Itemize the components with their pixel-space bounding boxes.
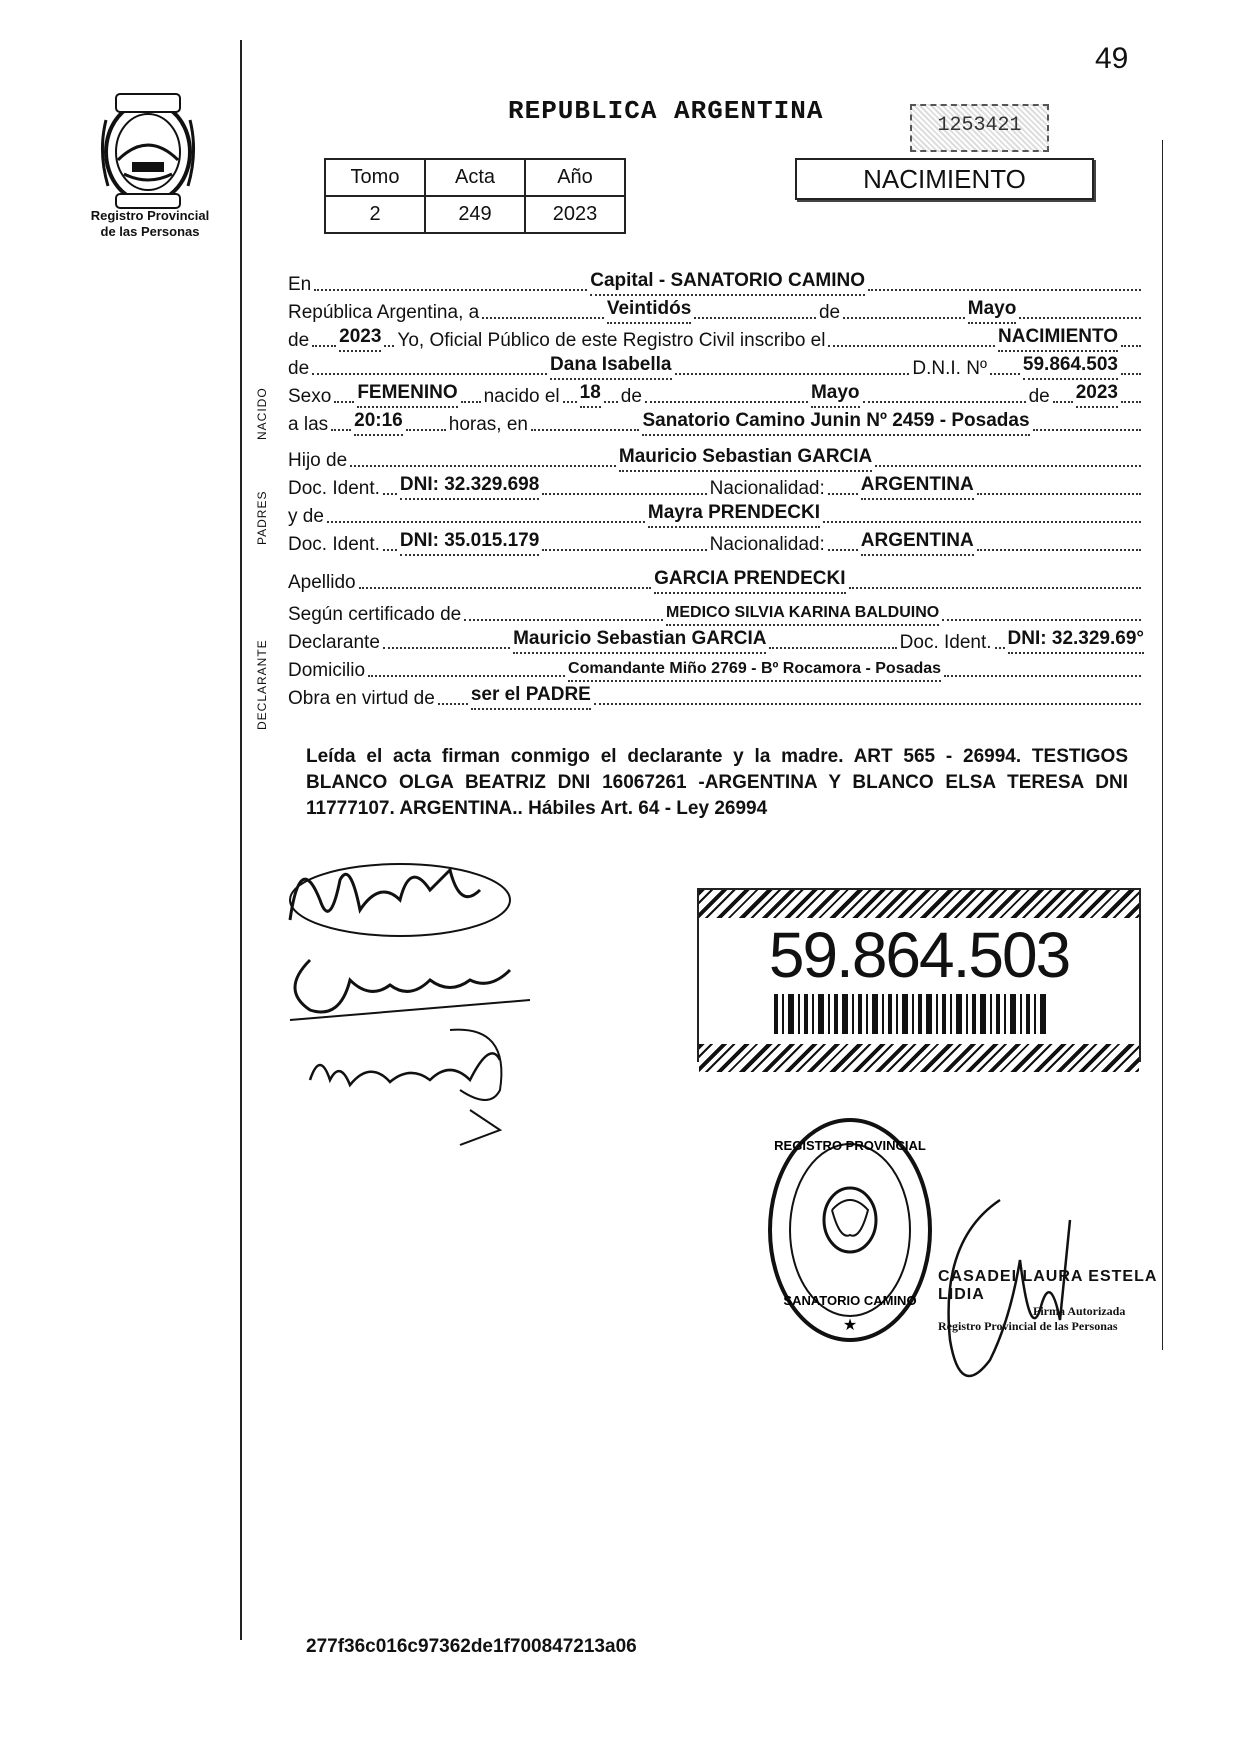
organization-name-line1: Registro Provincial [90,208,210,223]
svg-text:SANATORIO CAMINO: SANATORIO CAMINO [783,1293,917,1308]
de-label: de [288,330,310,351]
row-padre-doc [288,472,1144,500]
side-label-declarante: DECLARANTE [255,639,269,730]
row-padre [288,444,1144,472]
oficial-text: Yo, Oficial Público de este Registro Civil inscribo el [397,330,826,351]
de-label: de [1028,386,1050,407]
padre-doc-value: DNI: 32.329.698 [400,474,539,500]
act-type-box: NACIMIENTO [795,158,1094,200]
footer-hash: 277f36c016c97362de1f700847213a06 [306,1636,637,1657]
official-seal-icon [760,1110,940,1350]
en-label: En [288,274,312,295]
horas-en-label: horas, en [448,414,528,435]
apellido-value: GARCIA PRENDECKI [654,568,845,594]
nac-mes-value: Mayo [811,382,860,408]
hijo-de-label: Hijo de [288,450,348,471]
row-en [288,268,1144,296]
y-de-label: y de [288,506,324,527]
madre-value: Mayra PRENDECKI [648,502,820,528]
obra-label: Obra en virtud de [288,688,435,709]
record-table-value-row [325,196,625,233]
form-body [288,268,1144,710]
padre-value: Mauricio Sebastian GARCIA [619,446,872,472]
row-madre [288,500,1144,528]
organization-name-line2: de las Personas [100,224,200,239]
doc-ident-label: Doc. Ident. [288,478,380,499]
de-label: de [620,386,642,407]
record-table-header-row [325,159,625,196]
barcode-icon [699,992,1139,1038]
signature-witness-1 [280,940,540,1030]
page-number: 49 [1095,42,1129,75]
anio-value: 2023 [339,326,381,352]
row-certificado [288,598,1144,626]
de-label: de [818,302,841,323]
row-nombre [288,352,1144,380]
row-sexo [288,380,1144,408]
record-table [324,158,626,234]
nacionalidad-label: Nacionalidad: [709,534,825,555]
domicilio-label: Domicilio [288,660,366,681]
madre-nac-value: ARGENTINA [861,530,974,556]
republica-label: República Argentina, a [288,302,480,323]
official-name: CASADEI LAURA ESTELA LIDIA [938,1268,1157,1303]
sexo-label: Sexo [288,386,332,407]
declarante-doc-label: Doc. Ident. [899,632,992,653]
mes-value: Mayo [968,298,1017,324]
declarante-value: Mauricio Sebastian GARCIA [513,628,766,654]
de-label: de [288,358,310,379]
dni-box [697,888,1141,1062]
domicilio-value: Comandante Miño 2769 - Bº Rocamora - Posadas [568,660,941,682]
hora-value: 20:16 [354,410,403,436]
sexo-value: FEMENINO [357,382,457,408]
svg-text:REGISTRO PROVINCIAL: REGISTRO PROVINCIAL [774,1138,926,1153]
row-declarante [288,626,1144,654]
anio-value: 2023 [525,196,625,233]
doc-ident-label: Doc. Ident. [288,534,380,555]
declarante-label: Declarante [288,632,380,653]
right-margin-line [1162,140,1163,1350]
nombre-value: Dana Isabella [550,354,671,380]
document-title: REPUBLICA ARGENTINA [508,96,824,126]
nac-dia-value: 18 [580,382,601,408]
dni-box-top-band [699,890,1139,918]
padre-nac-value: ARGENTINA [861,474,974,500]
left-margin-line [240,40,242,1640]
serial-stamp: 1253421 [910,104,1049,152]
declarante-doc-value: DNI: 32.329.69° [1008,628,1144,654]
nacido-label: nacido el [483,386,560,407]
obra-value: ser el PADRE [471,684,591,710]
dni-value: 59.864.503 [1023,354,1118,380]
svg-text:★: ★ [842,1317,858,1334]
record-table-header: Acta [425,159,525,196]
a-las-label: a las [288,414,329,435]
row-anio [288,324,1144,352]
certificado-value: MEDICO SILVIA KARINA BALDUINO [666,604,939,626]
organization-name [70,208,230,240]
province-coat-of-arms-icon [88,90,208,210]
signature-witness-2 [300,1020,540,1150]
dni-box-number: 59.864.503 [768,919,1070,991]
official-title: Firma Autorizada [1033,1304,1126,1318]
row-obra [288,682,1144,710]
dni-box-bottom-band [699,1044,1139,1072]
side-label-nacido: NACIDO [255,387,269,440]
madre-doc-value: DNI: 35.015.179 [400,530,539,556]
row-hora [288,408,1144,436]
lugar-value: Sanatorio Camino Junin Nº 2459 - Posadas [642,410,1029,436]
row-madre-doc [288,528,1144,556]
row-apellido [288,566,1144,594]
signature-declarante [280,840,520,950]
official-signature-block [938,1268,1178,1334]
closing-note: Leída el acta firman conmigo el declarante y la madre. ART 565 - 26994. TESTIGOS BLANCO OLGA BEATRIZ DNI 16067261 -ARGENTINA Y BLANCO ELSA TERESA DNI 11777107. ARGENTINA.. Hábiles Art. 64 - Ley 26994 [306,746,1128,819]
nac-anio-value: 2023 [1076,382,1118,408]
organization-logo [88,90,208,210]
side-label-padres: PADRES [255,490,269,545]
nacionalidad-label: Nacionalidad: [709,478,825,499]
record-table-header: Año [525,159,625,196]
en-value: Capital - SANATORIO CAMINO [590,270,865,296]
apellido-label: Apellido [288,572,356,593]
row-domicilio [288,654,1144,682]
row-republica [288,296,1144,324]
record-table-header: Tomo [325,159,425,196]
tomo-value: 2 [325,196,425,233]
official-office: Registro Provincial de las Personas [938,1319,1118,1333]
certificado-label: Según certificado de [288,604,462,625]
dia-value: Veintidós [607,298,691,324]
acto-value: NACIMIENTO [998,326,1118,352]
acta-value: 249 [425,196,525,233]
dni-label: D.N.I. Nº [912,358,987,379]
